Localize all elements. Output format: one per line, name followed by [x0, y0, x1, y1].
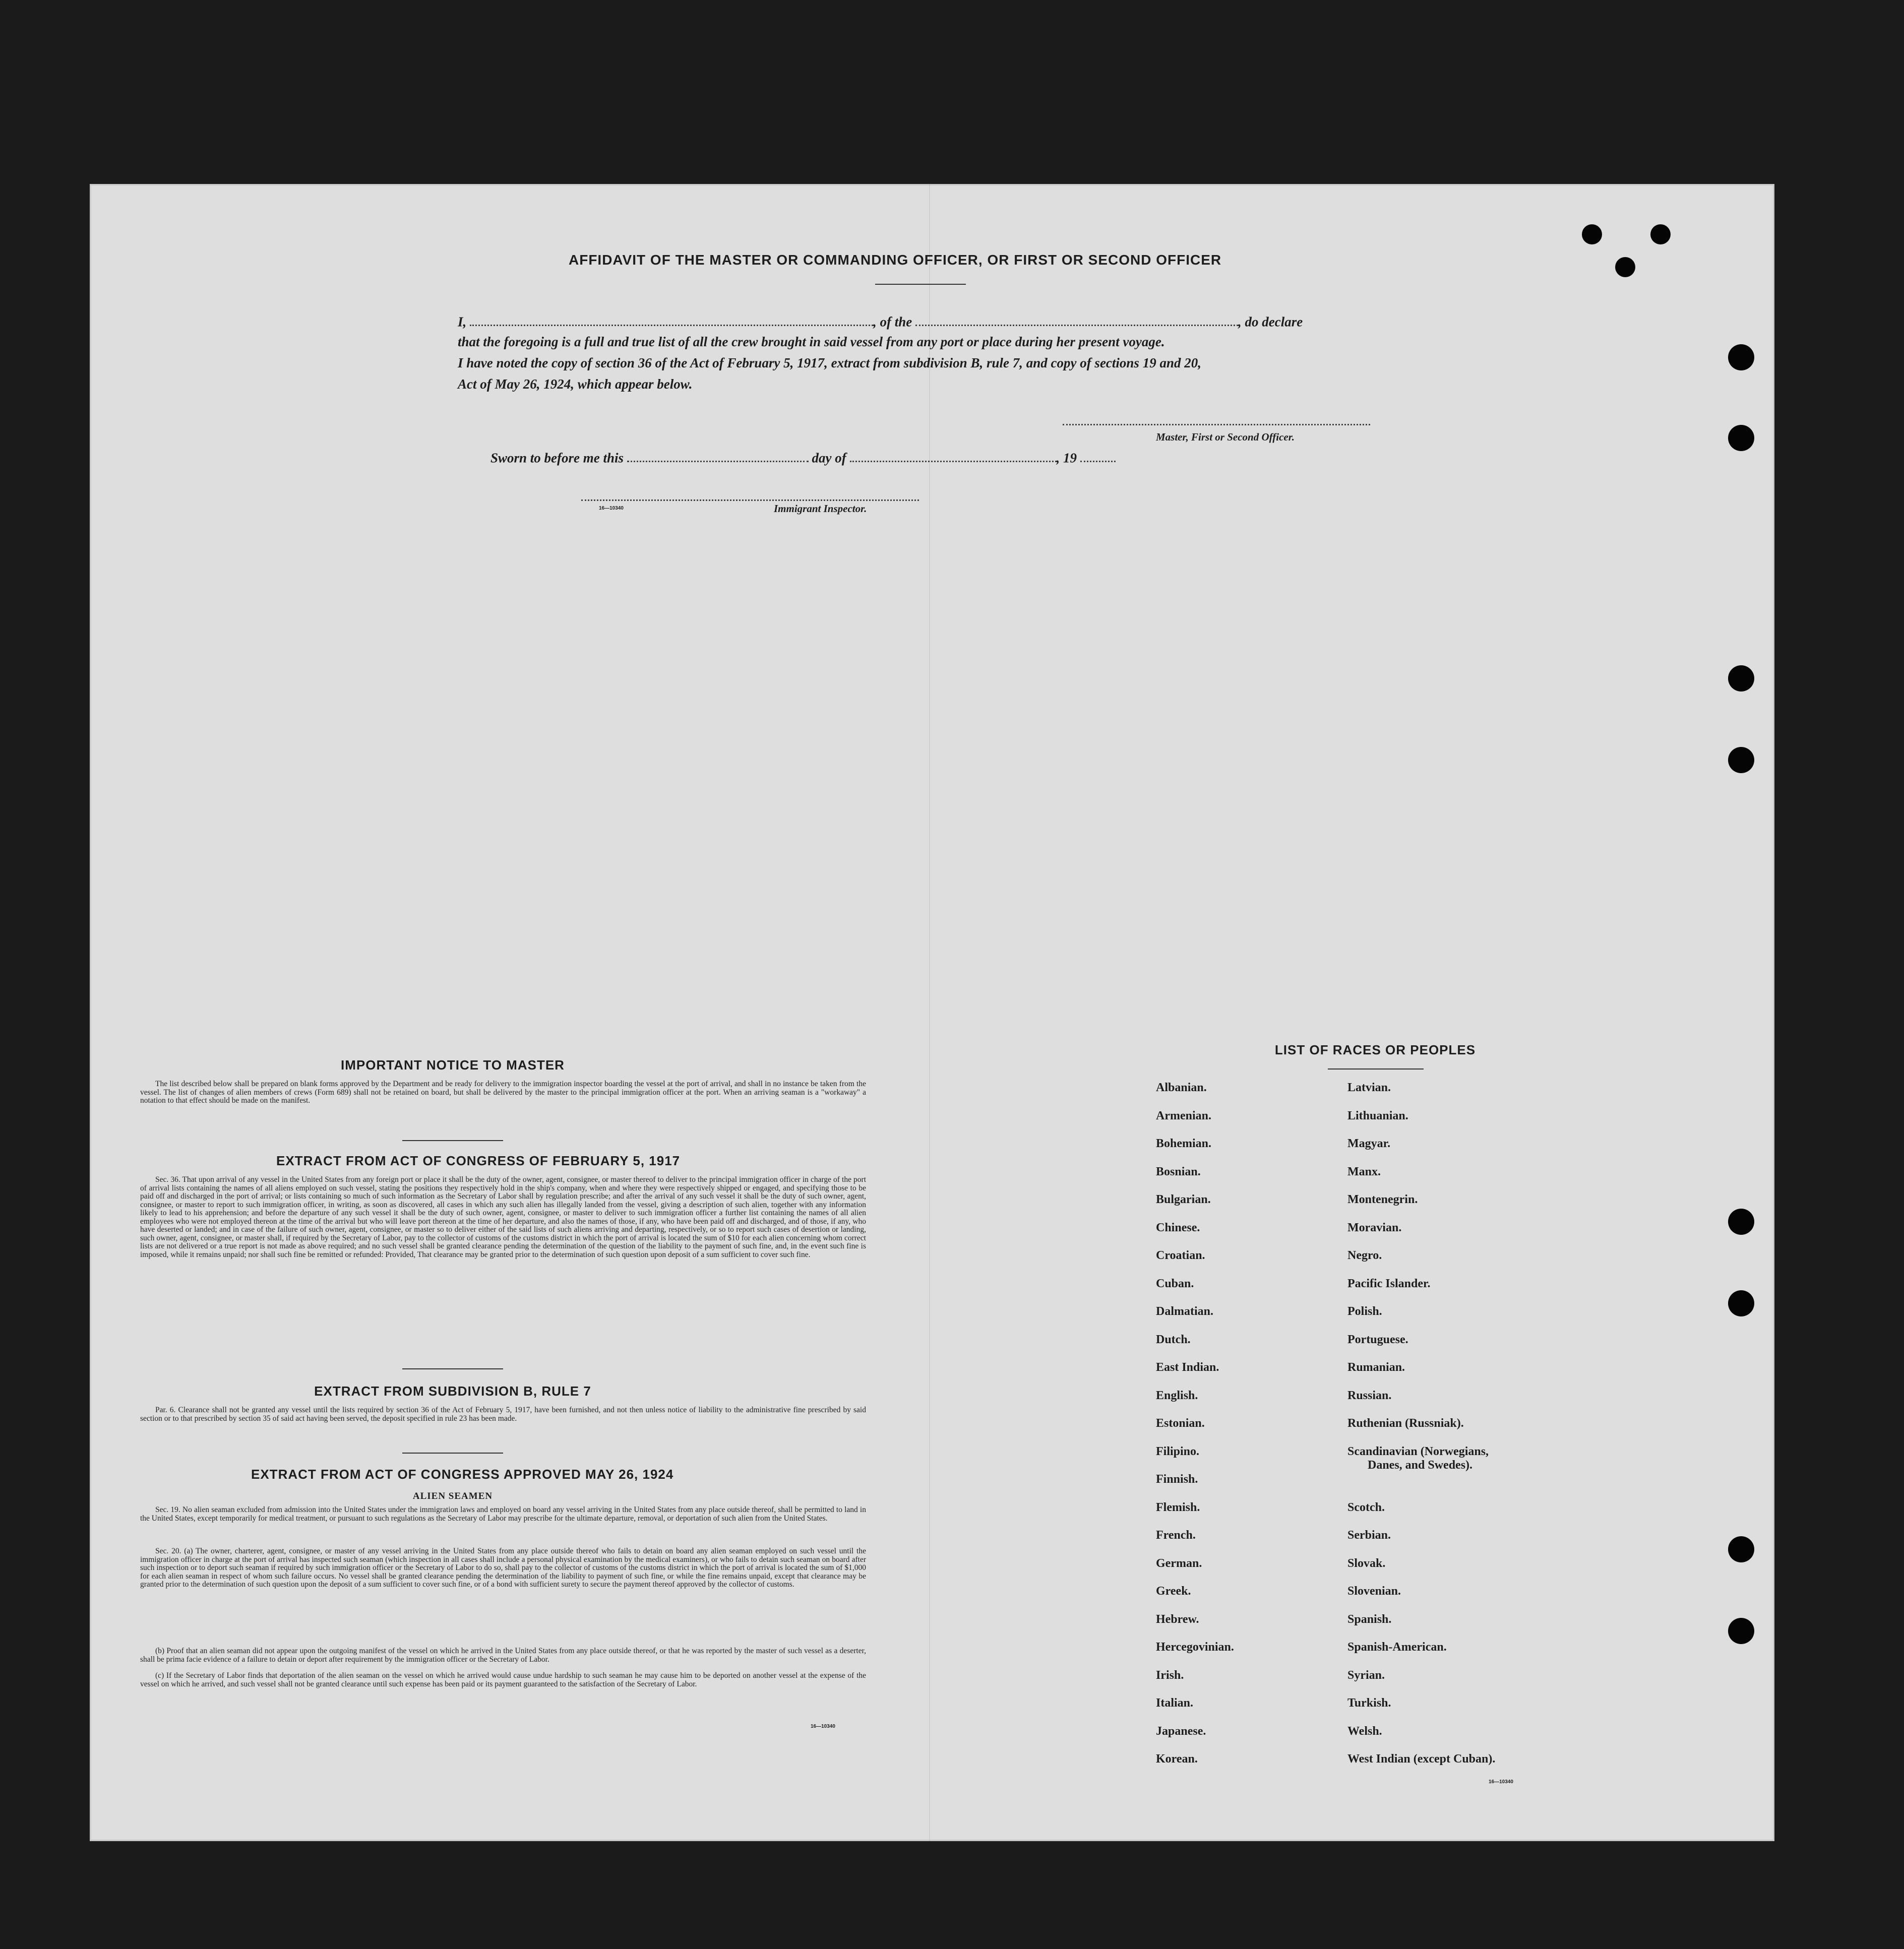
- binder-hole-icon: [1728, 344, 1754, 370]
- master-name-blank[interactable]: [470, 312, 873, 326]
- extract-1924-sec19: Sec. 19. No alien seaman excluded from admission into the United States under the immigration laws and employed on board any vessel arriving in the United States from any place outside thereof, shall be permitted to land in the United States, except temporarily for medical treatment, or pursuant to such regulations as the Secretary of Labor may prescribe for the ultimate departure, removal, or deportation of such alien from the United States.: [140, 1505, 866, 1523]
- race-item: German.: [1156, 1556, 1202, 1570]
- inspector-signature-label: Immigrant Inspector.: [774, 502, 867, 515]
- divider: [875, 284, 966, 285]
- race-item: Polish.: [1347, 1305, 1382, 1318]
- race-item: Bohemian.: [1156, 1137, 1212, 1150]
- divider: [402, 1453, 503, 1454]
- race-item: Slovenian.: [1347, 1585, 1401, 1598]
- sworn-year-blank[interactable]: [1080, 449, 1116, 462]
- race-item: Dalmatian.: [1156, 1305, 1213, 1318]
- vessel-name-blank[interactable]: [915, 312, 1238, 326]
- race-item: Estonian.: [1156, 1417, 1205, 1430]
- race-item: Portuguese.: [1347, 1333, 1408, 1346]
- race-item: Serbian.: [1347, 1529, 1391, 1542]
- race-item: Croatian.: [1156, 1249, 1205, 1262]
- binder-hole-icon: [1728, 747, 1754, 773]
- race-item: Latvian.: [1347, 1081, 1391, 1094]
- race-item: English.: [1156, 1389, 1198, 1402]
- race-item: Hebrew.: [1156, 1612, 1199, 1626]
- race-item: Scandinavian (Norwegians,: [1347, 1444, 1489, 1458]
- race-item: Greek.: [1156, 1585, 1191, 1598]
- affidavit-line-4: Act of May 26, 1924, which appear below.: [458, 376, 693, 392]
- form-number: 16—10340: [599, 506, 624, 511]
- extract-1924-sec20c: (c) If the Secretary of Labor finds that deportation of the alien seaman on the vessel on which he arrived would cause undue hardship to such seaman he may cause him to be deported on another vessel at the expense of the vessel on which he arrived, and such vessel shall not be granted clearance until such expense has been paid or its payment guaranteed to the satisfaction of the Secretary of Labor.: [140, 1671, 866, 1688]
- binder-hole-icon: [1650, 224, 1671, 244]
- page-fold: [929, 184, 930, 1841]
- inspector-signature-line[interactable]: [581, 492, 919, 501]
- race-item: Spanish.: [1347, 1612, 1392, 1626]
- race-item: Dutch.: [1156, 1333, 1191, 1346]
- race-item: Cuban.: [1156, 1277, 1194, 1290]
- race-item: Irish.: [1156, 1668, 1184, 1682]
- race-item: Slovak.: [1347, 1556, 1386, 1570]
- binder-hole-icon: [1728, 425, 1754, 451]
- race-item: Russian.: [1347, 1389, 1392, 1402]
- binder-hole-icon: [1728, 665, 1754, 691]
- form-number: 16—10340: [811, 1724, 835, 1729]
- affidavit-title: AFFIDAVIT OF THE MASTER OR COMMANDING OFFICER, OR FIRST OR SECOND OFFICER: [569, 252, 1222, 268]
- race-item: Magyar.: [1347, 1137, 1391, 1150]
- race-item: Ruthenian (Russniak).: [1347, 1417, 1464, 1430]
- affidavit-line-3: I have noted the copy of section 36 of the Act of February 5, 1917, extract from subdivision B, rule 7, and copy of sections 19 and 20,: [458, 355, 1201, 370]
- race-item: Moravian.: [1347, 1221, 1402, 1234]
- affidavit-line-1: I, , of the , do declare: [458, 312, 1390, 330]
- race-item: Japanese.: [1156, 1724, 1206, 1738]
- race-item: Finnish.: [1156, 1473, 1198, 1486]
- race-item: Chinese.: [1156, 1221, 1200, 1234]
- race-item: Negro.: [1347, 1249, 1382, 1262]
- extract-1924-title: EXTRACT FROM ACT OF CONGRESS APPROVED MAY 26, 1924: [251, 1467, 674, 1482]
- extract-1917-title: EXTRACT FROM ACT OF CONGRESS OF FEBRUARY 5, 1917: [276, 1153, 681, 1168]
- notice-text: The list described below shall be prepared on blank forms approved by the Department and be ready for delivery to the immigration inspector boarding the vessel at the port of arrival, and shall in no instance be taken from the vessel. The list of changes of alien members of crews (Form 689) shall not be retained on board, but shall be delivered by the master to the principal immigration officer at the port. When an arriving seaman is a "workaway" a notation to that effect should be made on the manifest.: [140, 1080, 866, 1105]
- race-item: Lithuanian.: [1347, 1109, 1408, 1122]
- race-item: West Indian (except Cuban).: [1347, 1752, 1496, 1766]
- race-item: Bosnian.: [1156, 1165, 1201, 1178]
- race-item: Italian.: [1156, 1696, 1194, 1710]
- race-item: Scotch.: [1347, 1500, 1385, 1514]
- master-signature-line[interactable]: [1063, 417, 1370, 425]
- race-item: Hercegovinian.: [1156, 1641, 1234, 1654]
- sworn-month-blank[interactable]: [850, 449, 1057, 462]
- race-item: Korean.: [1156, 1752, 1198, 1766]
- divider: [402, 1140, 503, 1141]
- affidavit-line-2: that the foregoing is a full and true list of all the crew brought in said vessel from any port or place during her present voyage.: [458, 334, 1165, 349]
- extract-1924-sec20a: Sec. 20. (a) The owner, charterer, agent, consignee, or master of any vessel arriving in the United States from any place outside thereof who fails to detain on board any alien seaman employed on such vessel until the immigration officer in charge at the port of arrival has inspected such seaman (which inspection in all cases shall include a personal physical examination by the medical examiners), or who fails to detain such seaman on board after such inspection or to deport such seaman if required by such immigration officer or the Secretary of Labor to do so, shall pay to the collector of customs of the customs district in which the port of arrival is located the sum of $1,000 for each alien seaman in respect of whom such failure occurs. No vessel shall be granted clearance pending the determination of the liability to payment of such fine, or while the fine remains unpaid, except that clearance may be granted prior to the determination of such question upon the deposit of a sum sufficient to cover such fine, or of a bond with sufficient surety to secure the payment thereof approved by the collector of customs.: [140, 1547, 866, 1589]
- race-item: Danes, and Swedes).: [1368, 1458, 1473, 1472]
- race-item: Turkish.: [1347, 1696, 1391, 1710]
- divider: [1328, 1068, 1424, 1070]
- races-title: LIST OF RACES OR PEOPLES: [1274, 1042, 1476, 1057]
- race-item: Armenian.: [1156, 1109, 1211, 1122]
- document-sheet: [90, 184, 1774, 1841]
- extract-rule7-text: Par. 6. Clearance shall not be granted any vessel until the lists required by section 36 of the Act of February 5, 1917, have been furnished, and not then unless notice of liability to the administrative fine prescribed by said section or to that prescribed by section 35 of said act having been served, the deposit specified in rule 23 has been made.: [140, 1406, 866, 1423]
- divider: [402, 1368, 503, 1369]
- races-column-2: [1347, 1080, 1495, 1780]
- race-item: Flemish.: [1156, 1500, 1200, 1514]
- extract-1924-sec20b: (b) Proof that an alien seaman did not appear upon the outgoing manifest of the vessel on which he arrived in the United States from any place outside thereof, or that he was reported by the master of such vessel as a deserter, shall be prima facie evidence of a failure to detain or deport after requirement by the immigration officer or the Secretary of Labor.: [140, 1647, 866, 1664]
- race-item: East Indian.: [1156, 1361, 1219, 1374]
- sworn-line: Sworn to before me this day of , 19: [490, 449, 1116, 466]
- race-item: Spanish-American.: [1347, 1641, 1447, 1654]
- binder-hole-icon: [1582, 224, 1602, 244]
- race-item: Albanian.: [1156, 1081, 1207, 1094]
- extract-rule7-title: EXTRACT FROM SUBDIVISION B, RULE 7: [314, 1384, 591, 1399]
- race-item: Syrian.: [1347, 1668, 1385, 1682]
- race-item: Filipino.: [1156, 1444, 1200, 1458]
- sworn-day-blank[interactable]: [627, 449, 809, 462]
- race-item: Pacific Islander.: [1347, 1277, 1431, 1290]
- binder-hole-icon: [1728, 1536, 1754, 1562]
- race-item: Montenegrin.: [1347, 1193, 1418, 1206]
- master-signature-label: Master, First or Second Officer.: [1156, 431, 1295, 443]
- notice-title: IMPORTANT NOTICE TO MASTER: [341, 1057, 565, 1073]
- alien-seamen-subtitle: ALIEN SEAMEN: [412, 1491, 493, 1501]
- race-item: Manx.: [1347, 1165, 1381, 1178]
- form-number: 16—10340: [1489, 1779, 1513, 1785]
- race-item: Rumanian.: [1347, 1361, 1405, 1374]
- binder-hole-icon: [1728, 1290, 1754, 1316]
- race-item: Bulgarian.: [1156, 1193, 1211, 1206]
- extract-1917-text: Sec. 36. That upon arrival of any vessel in the United States from any foreign port or place it shall be the duty of the owner, agent, consignee, or master thereof to deliver to the principal immigration officer in charge of the port of arrival lists containing the names of all aliens employed on such vessel, stating the positions they respectively hold in the ship's company, when and where they were respectively shipped or engaged, and specifying those to be paid off and discharged in the port of arrival; or lists containing so much of such information as the Secretary of Labor shall by regulation prescribe; and after the arrival of any such vessel it shall be the duty of such owner, agent, consignee, or master to report to such immigration officer, in writing, as soon as discovered, all cases in which any such alien has illegally landed from the vessel, giving a description of such alien, together with any information likely to lead to his apprehension; and before the departure of any such vessel it shall be the duty of such owner, agent, consignee, or master to deliver to such immigration officer a further list containing the names of all alien employees who were not employed thereon at the time of the arrival but who will leave port thereon at the time of her departure, and also the names of those, if any, who have been paid off and discharged, and of those, if any, who have deserted or landed; and in case of the failure of such owner, agent, consignee, or master so to deliver either of the said lists of such aliens arriving and departing, respectively, or so to report such cases of desertion or landing, such owner, agent, consignee, or master shall, if required by the Secretary of Labor, pay to the collector of customs of the customs district in which the port of arrival is located the sum of $10 for each alien concerning whom correct lists are not delivered or a true report is not made as above required; and no such vessel shall be granted clearance pending the determination of the question of the liability to the payment of such fine, and, in the event such fine is imposed, while it remains unpaid; nor shall such fine be remitted or refunded: Provided, That clearance may be granted prior to the determination of such question upon deposit of a sum sufficient to cover such fine.: [140, 1175, 866, 1259]
- race-item: Welsh.: [1347, 1724, 1382, 1738]
- binder-hole-icon: [1615, 257, 1635, 277]
- race-item: French.: [1156, 1529, 1196, 1542]
- races-column-1: [1156, 1080, 1234, 1780]
- binder-hole-icon: [1728, 1618, 1754, 1644]
- binder-hole-icon: [1728, 1209, 1754, 1235]
